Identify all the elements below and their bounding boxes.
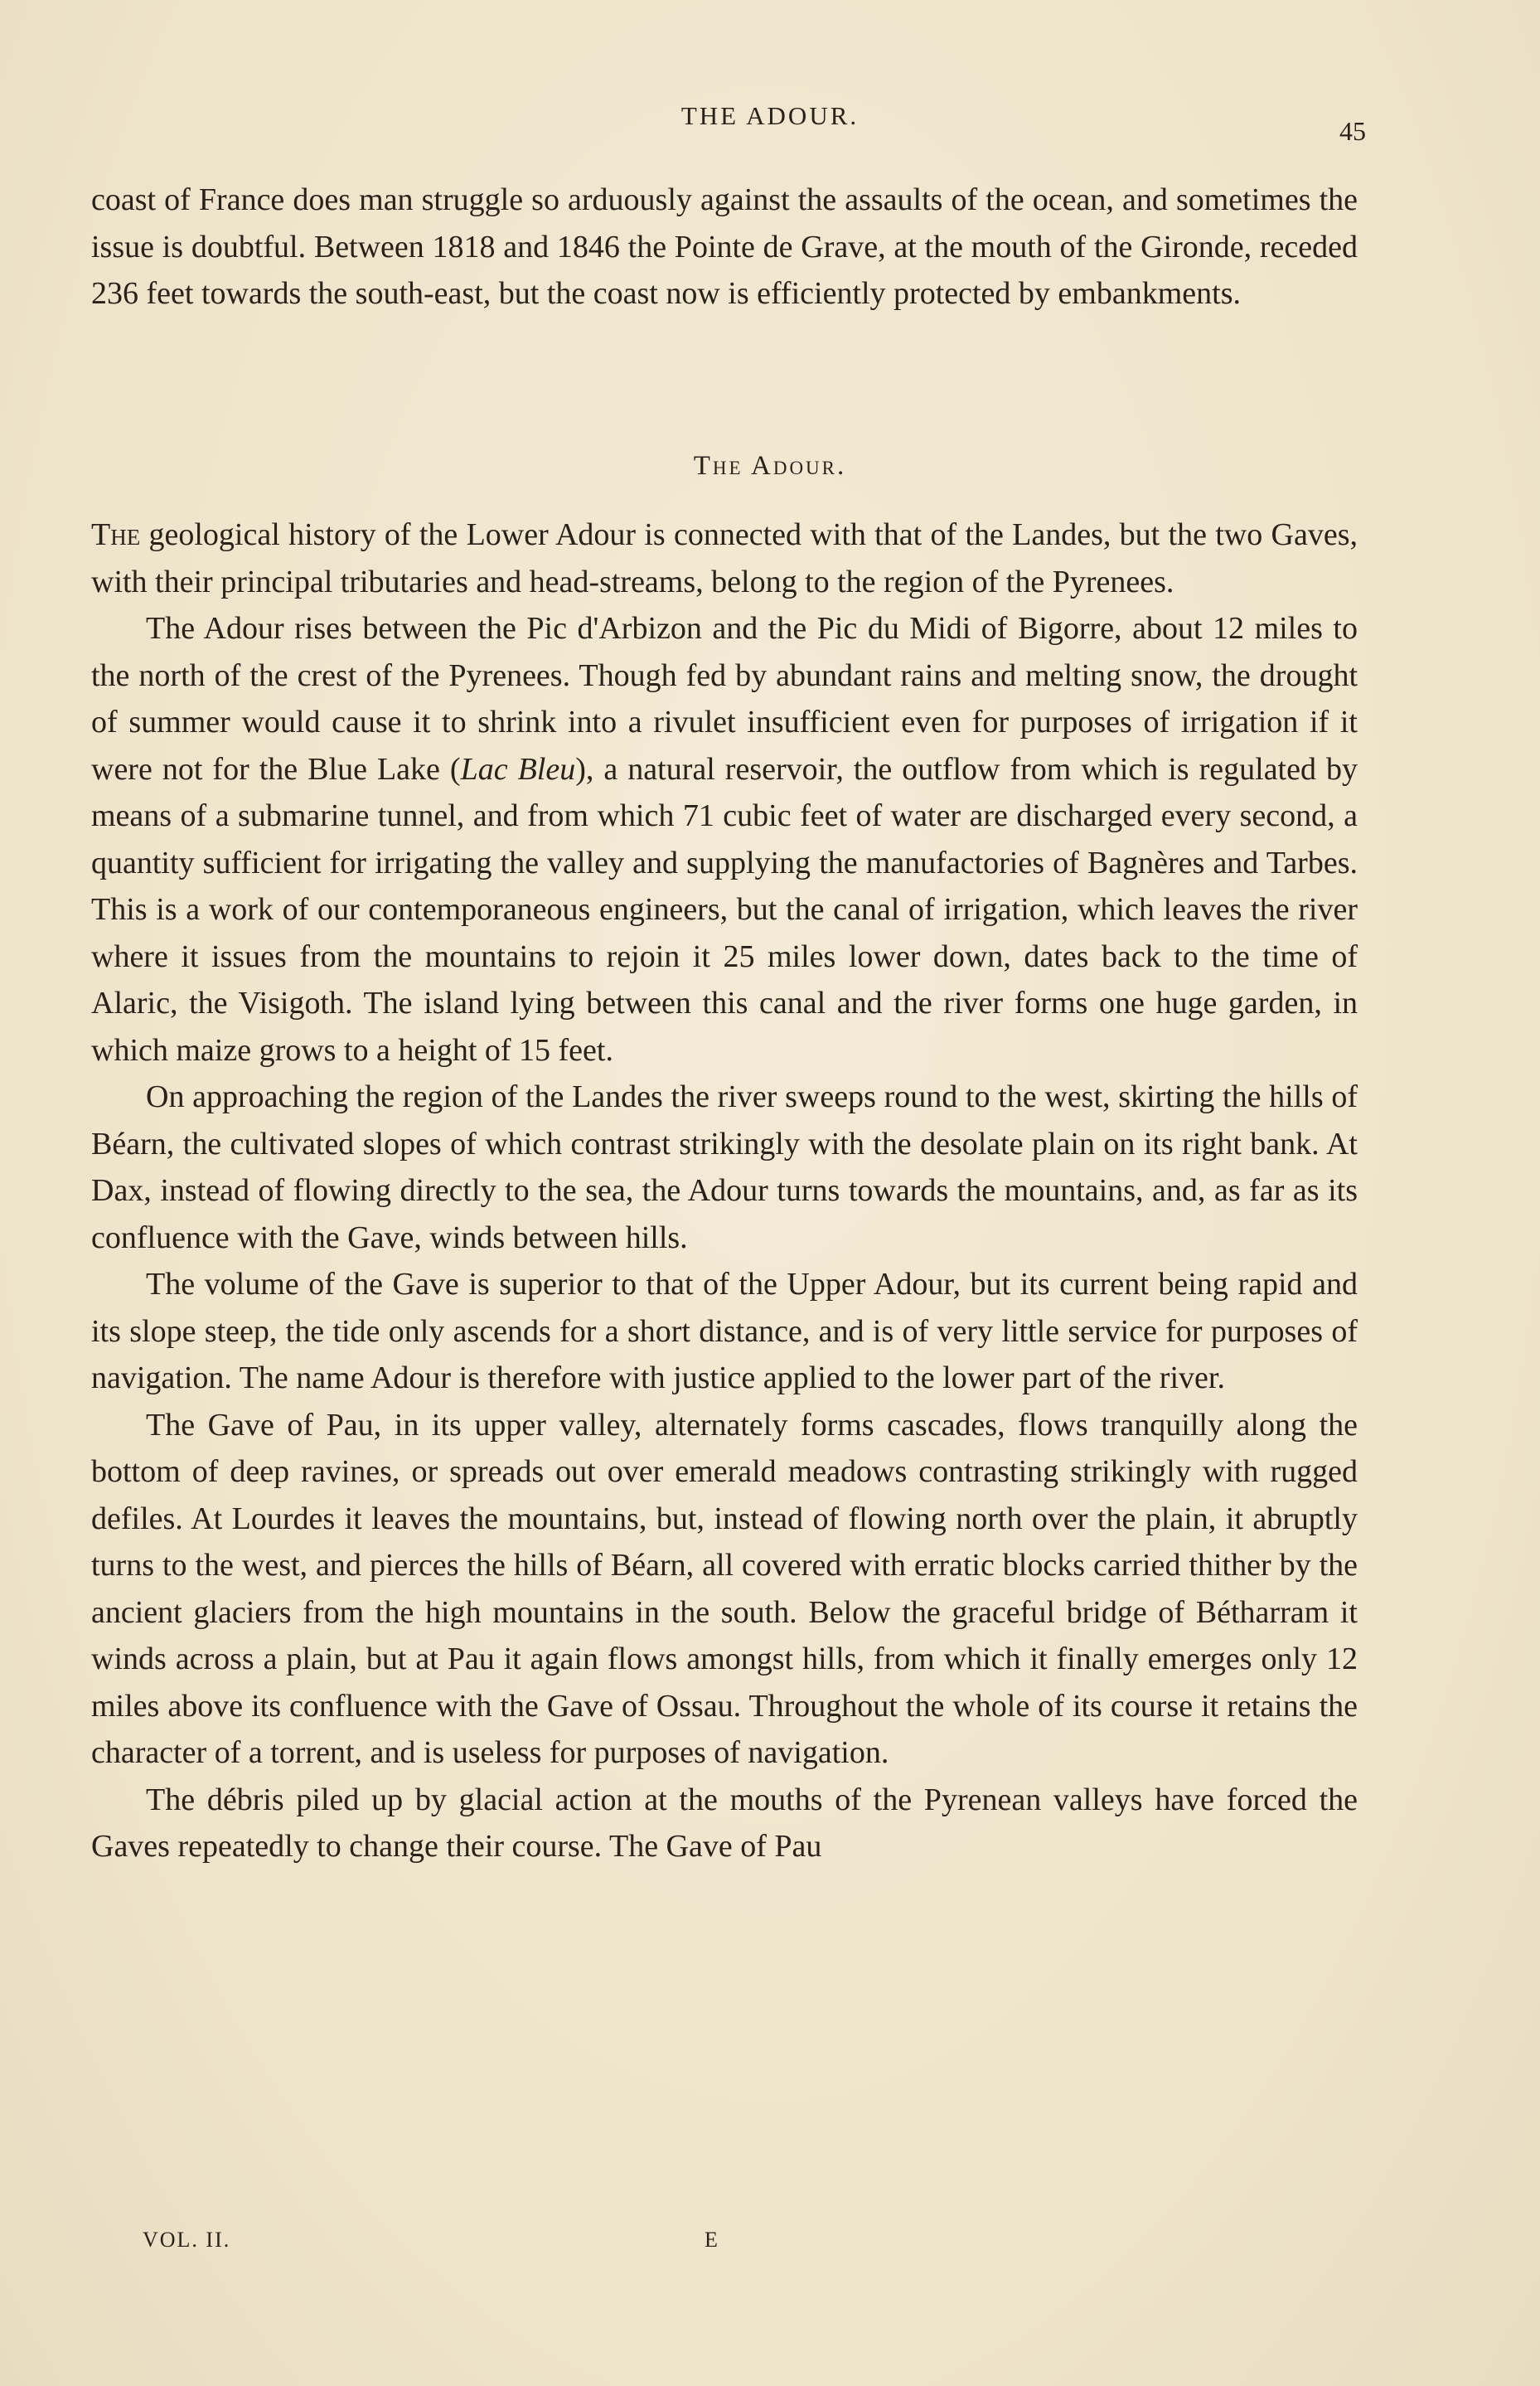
section-heading: The Adour. <box>693 451 847 481</box>
paragraph-2-text-a: The Adour rises between the Pic d'Arbizon and the Pic du Midi of Bigorre, about 12 miles to the north of the crest of the Pyrenees. Though fed by abundant rains and melting snow, the drought of summer would cause it to shrink into a rivulet insufficient even for purposes of irrigation if it were not for the Blue Lake ( <box>91 611 1358 787</box>
paragraph-1-text: geological history of the Lower Adour is connected with that of the Landes, but the two Gaves, with their principal tributaries and head-streams, belong to the region of the Pyrenees. <box>91 517 1358 599</box>
page-number: 45 <box>1339 116 1366 146</box>
paragraph-2-text-b: ), a natural reservoir, the outflow from which is regulated by means of a submarine tunnel, and from which 71 cubic feet of water are discharged every second, a quantity sufficient for irrigating the valley and supplying the manufactories of Bagnères and Tarbes. This is a work of our contemporaneous engineers, but the canal of irrigation, which leaves the river where it issues from the mountains to rejoin it 25 miles lower down, dates back to the time of Alaric, the Visigoth. The island lying between this canal and the river forms one huge garden, in which maize grows to a height of 15 feet. <box>91 751 1358 1068</box>
volume-marker: VOL. II. <box>143 2228 231 2252</box>
paragraph-4: The volume of the Gave is superior to that of the Upper Adour, but its current being rapid and its slope steep, the tide only ascends for a short distance, and is of very little service for purposes of navigation. The name Adour is therefore with justice applied to the lower part of the river. <box>91 1267 1358 1395</box>
section-body <box>91 512 1358 1870</box>
intro-text-block <box>91 177 1358 318</box>
paragraph-6: The débris piled up by glacial action at the mouths of the Pyrenean valleys have forced the Gaves repeatedly to change their course. The Gave of Pau <box>91 1782 1358 1864</box>
paragraph-5: The Gave of Pau, in its upper valley, alternately forms cascades, flows tranquilly along the bottom of deep ravines, or spreads out over emerald meadows contrasting strikingly with rugged defiles. At Lourdes it leaves the mountains, but, instead of flowing north over the plain, it abruptly turns to the west, and pierces the hills of Béarn, all covered with erratic blocks carried thither by the ancient glaciers from the high mountains in the south. Below the graceful bridge of Bétharram it winds across a plain, but at Pau it again flows amongst hills, from which it finally emerges only 12 miles above its confluence with the Gave of Ossau. Throughout the whole of its course it retains the character of a torrent, and is useless for purposes of navigation. <box>91 1407 1358 1770</box>
lead-word: The <box>91 517 141 552</box>
paragraph-2 <box>91 605 1358 1074</box>
paragraph-3: On approaching the region of the Landes the river sweeps round to the west, skirting the hills of Béarn, the cultivated slopes of which contrast strikingly with the desolate plain on its right bank. At Dax, instead of flowing directly to the sea, the Adour turns towards the mountains, and, as far as its confluence with the Gave, winds between hills. <box>91 1079 1358 1255</box>
running-title: THE ADOUR. <box>680 101 860 130</box>
paragraph-2-italic-name: Lac Bleu <box>460 751 576 787</box>
paragraph-1 <box>91 512 1358 605</box>
intro-paragraph: coast of France does man struggle so arduously against the assaults of the ocean, and sometimes the issue is doubtful. Between 1818 and 1846 the Pointe de Grave, at the mouth of the Gironde, receded 236 feet towards the south-east, but the coast now is efficiently protected by embankments. <box>91 182 1358 311</box>
signature-mark: E <box>705 2228 718 2252</box>
